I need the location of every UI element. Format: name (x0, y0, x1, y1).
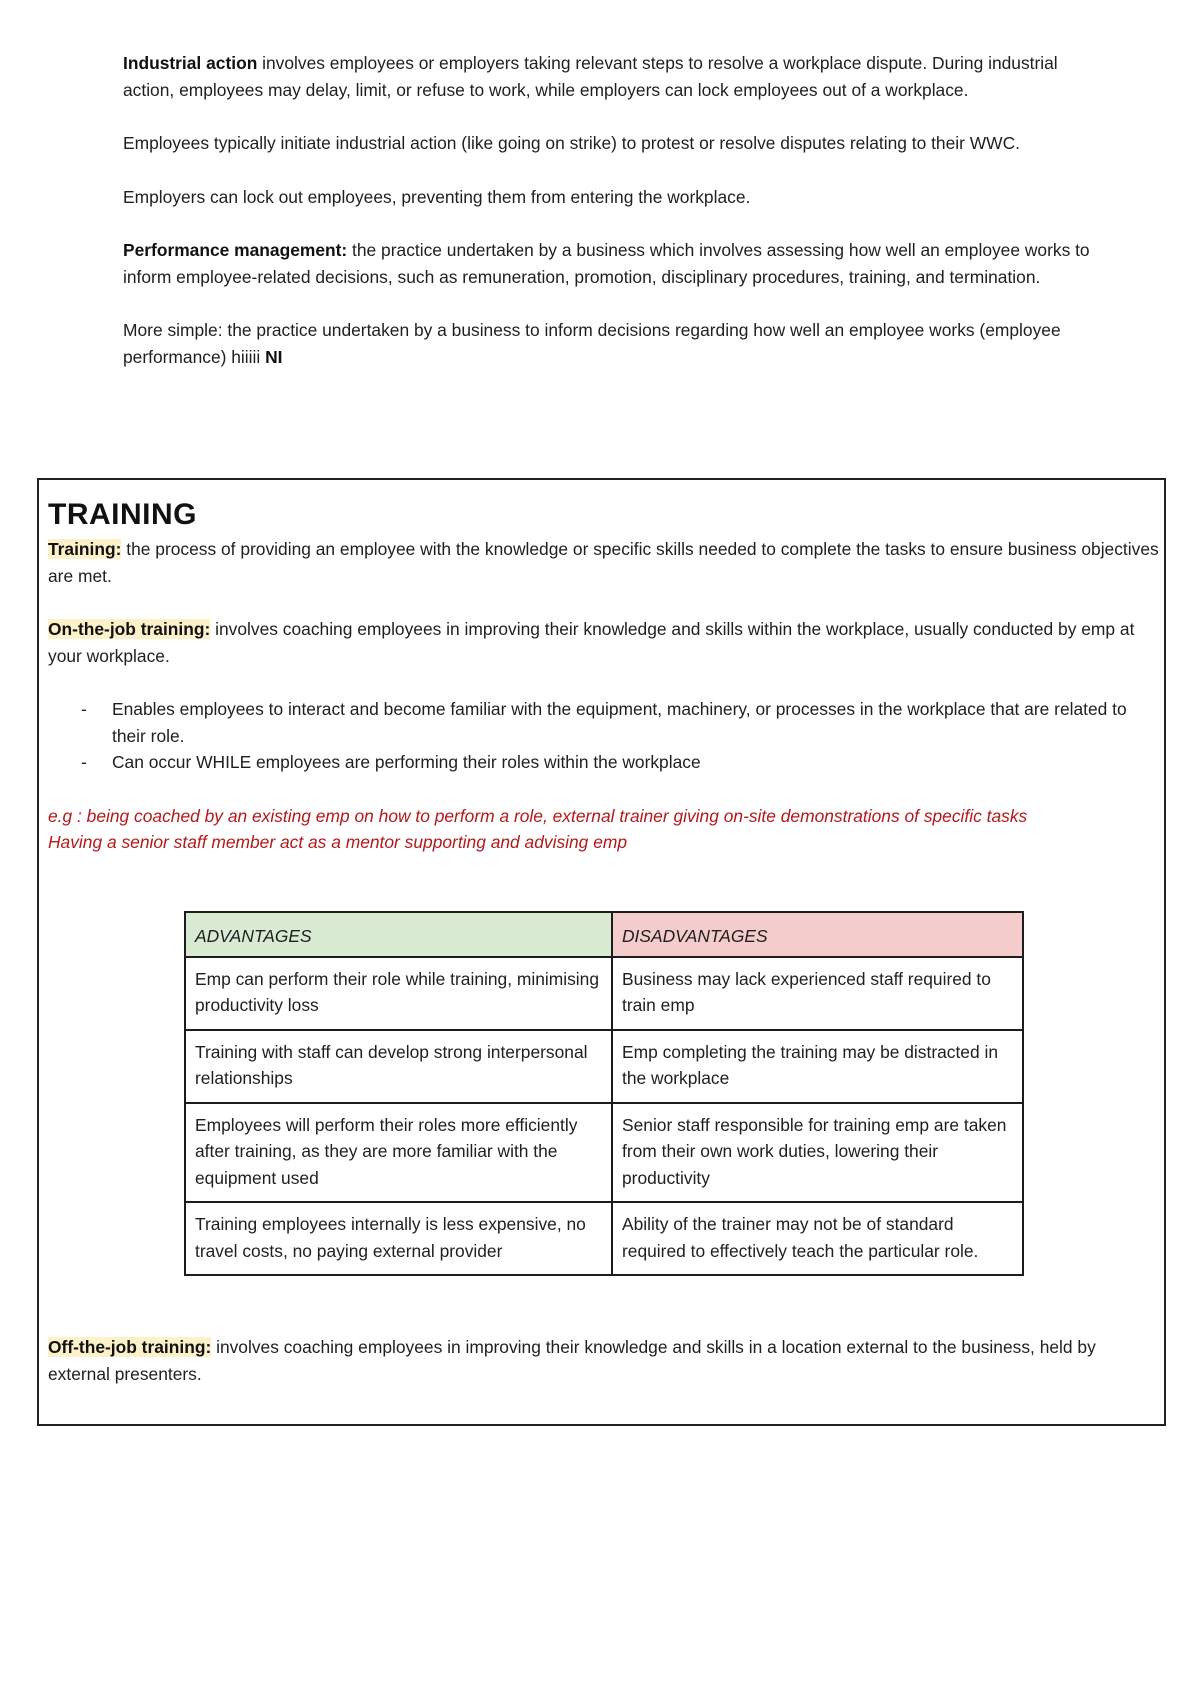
training-heading: TRAINING (48, 498, 197, 531)
employees-initiate-paragraph: Employees typically initiate industrial action (like going on strike) to protest or resolve disputes relating to their WWC. (123, 133, 1020, 153)
example-line: e.g : being coached by an existing emp on how to perform a role, external trainer giving on-site demonstrations of specific tasks (48, 805, 1028, 826)
more-simple-text: More simple: the practice undertaken by a business to inform decisions regarding how well an employee works (employee performance) hiiiii (123, 320, 1061, 367)
bullet-text: Enables employees to interact and become familiar with the equipment, machinery, or processes in the workplace that are related to their role. (112, 699, 1127, 746)
advantage-cell: Employees will perform their roles more efficiently after training, as they are more familiar with the equipment used (185, 1103, 612, 1203)
intro-notes (123, 50, 1103, 370)
bullet-dash: - (81, 752, 87, 772)
table-row (185, 1030, 1023, 1103)
training-section-box (37, 478, 1166, 1426)
off-the-job-text: involves coaching employees in improving their knowledge and skills in a location external to the business, held by external presenters. (48, 1337, 1096, 1384)
industrial-action-text: involves employees or employers taking relevant steps to resolve a workplace dispute. During industrial action, employees may delay, limit, or refuse to work, while employers can lock employees out of a workplace. (123, 53, 1058, 100)
disadvantage-cell: Emp completing the training may be distracted in the workplace (612, 1030, 1023, 1103)
on-the-job-term: On-the-job training: (48, 619, 211, 639)
training-term: Training: (48, 539, 122, 559)
advantage-cell: Training with staff can develop strong interpersonal relationships (185, 1030, 612, 1103)
advantages-header: ADVANTAGES (185, 912, 612, 957)
disadvantage-cell: Business may lack experienced staff required to train emp (612, 957, 1023, 1030)
employers-lockout-paragraph: Employers can lock out employees, preventing them from entering the workplace. (123, 186, 751, 207)
example-line: Having a senior staff member act as a mentor supporting and advising emp (48, 832, 628, 852)
training-section-content (48, 498, 1160, 883)
table-row (185, 1202, 1023, 1275)
performance-management-paragraph (123, 237, 1103, 290)
on-the-job-text: involves coaching employees in improving their knowledge and skills within the workplace, usually conducted by emp at your workplace. (48, 619, 1135, 666)
training-definition (48, 536, 1160, 589)
advantage-cell: Training employees internally is less expensive, no travel costs, no paying external provider (185, 1202, 612, 1275)
table-row (185, 1103, 1023, 1203)
on-the-job-bullet-list (48, 696, 1160, 776)
on-the-job-paragraph (48, 616, 1160, 669)
performance-management-text: the practice undertaken by a business which involves assessing how well an employee works to inform employee-related decisions, such as remuneration, promotion, disciplinary procedures, training, and termination. (123, 240, 1090, 287)
industrial-action-paragraph (123, 50, 1103, 103)
industrial-action-term: Industrial action (123, 53, 258, 73)
list-item (48, 696, 1160, 749)
list-item (48, 749, 1160, 776)
advantages-disadvantages-table (184, 911, 1024, 1276)
training-definition-text: the process of providing an employee with the knowledge or specific skills needed to complete the tasks to ensure business objectives are met. (48, 539, 1159, 586)
off-the-job-paragraph (48, 1334, 1160, 1387)
off-the-job-term: Off-the-job training: (48, 1337, 212, 1357)
performance-management-term: Performance management: (123, 240, 348, 260)
table-header-row (185, 912, 1023, 957)
disadvantages-header: DISADVANTAGES (612, 912, 1023, 957)
examples-block (48, 803, 1160, 856)
bullet-dash: - (81, 699, 87, 719)
more-simple-bold-tail: NI (265, 346, 283, 367)
bullet-text: Can occur WHILE employees are performing their roles within the workplace (112, 752, 701, 772)
disadvantage-cell: Senior staff responsible for training emp are taken from their own work duties, lowering their productivity (612, 1103, 1023, 1203)
table-row (185, 957, 1023, 1030)
advantage-cell: Emp can perform their role while training, minimising productivity loss (185, 957, 612, 1030)
more-simple-paragraph (123, 317, 1103, 370)
disadvantage-cell: Ability of the trainer may not be of standard required to effectively teach the particular role. (612, 1202, 1023, 1275)
